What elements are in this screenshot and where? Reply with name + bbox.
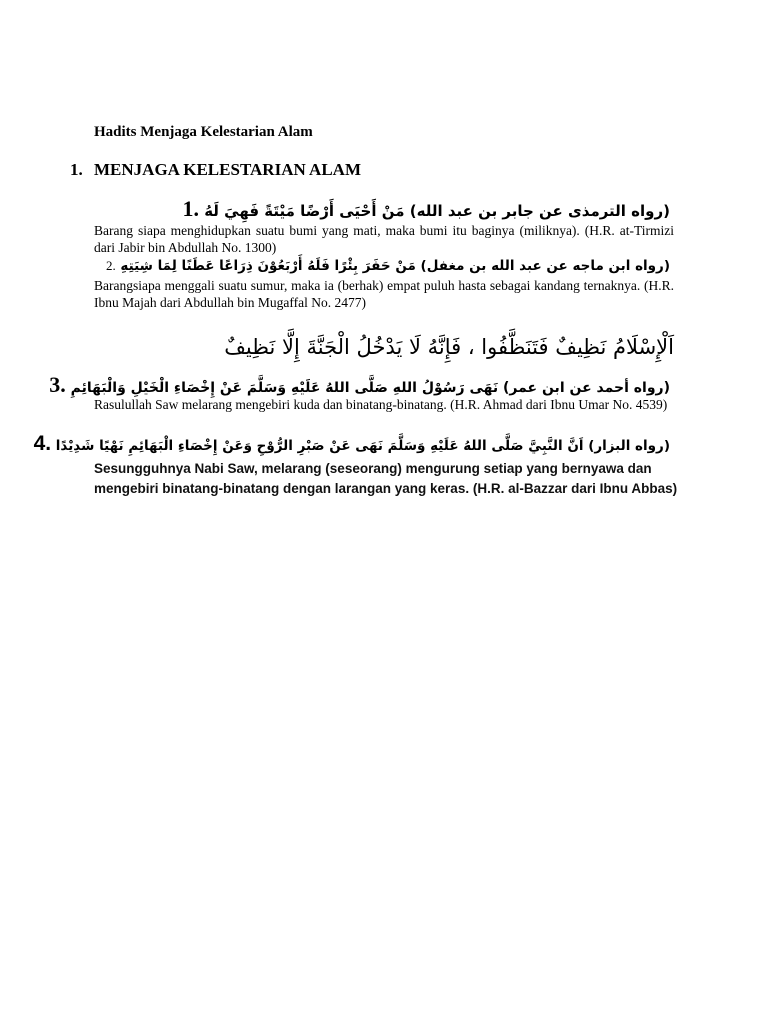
hadith-3-narration: (رواه أحمد عن ابن عمر): [503, 380, 670, 396]
hadith-4-narration: (رواه البزار): [588, 438, 670, 454]
hadith-1-arabic-line: [179, 196, 674, 222]
hadith-2-narration: (رواه ابن ماجه عن عبد الله بن مغفل): [420, 258, 670, 274]
hadith-1-narration: (رواه الترمذى عن جابر بن عبد الله): [409, 202, 670, 220]
hadith-1-arabic: مَنْ أَحْيَى أَرْضًا مَيْتَةً فَهِيَ لَهُ: [204, 202, 405, 220]
hadith-3-arabic-line: [46, 372, 674, 398]
hadith-4-translation: Sesungguhnya Nabi Saw, melarang (seseorang) mengurung setiap yang bernyawa dan mengebiri binatang-binatang dengan larangan yang keras. (H.R. al-Bazzar dari Ibnu Abbas): [94, 461, 678, 496]
hadith-4-number: 4.: [33, 432, 52, 455]
section-heading: [70, 160, 361, 180]
hadith-4-arabic-line: [30, 432, 674, 456]
section-title: MENJAGA KELESTARIAN ALAM: [94, 160, 361, 179]
hadith-2-arabic-line: [103, 258, 674, 274]
hadith-3-translation: Rasulullah Saw melarang mengebiri kuda dan binatang-binatang. (H.R. Ahmad dari Ibnu Umar No. 4539): [94, 397, 668, 412]
hadith-4-arabic: اَنَّ النَّبِيَّ صَلَّى اللهُ عَلَيْهِ وَسَلَّمَ نَهَى عَنْ صَبْرِ الرُّوْحِ وَعَنْ إِخْصَاءِ الْبَهَائِمِ نَهْيًا شَدِيْدًا: [55, 438, 584, 454]
hadith-1-translation: Barang siapa menghidupkan suatu bumi yang mati, maka bumi itu baginya (miliknya). (H.R. at-Tirmizi dari Jabir bin Abdullah No. 1300): [94, 223, 674, 255]
cleanliness-proverb: اَلْإِسْلَامُ نَظِيفٌ فَتَنَظَّفُوا ، فَإِنَّهُ لَا يَدْخُلُ الْجَنَّةَ إِلَّا نَظِيفٌ: [224, 335, 674, 359]
hadith-2-arabic: مَنْ حَفَرَ بِئْرًا فَلَهُ أَرْبَعُوْنَ ذِرَاعًا عَطَنًا لِمَا شِيَتِهِ: [120, 258, 416, 274]
hadith-2-number: 2.: [105, 258, 116, 273]
document-title: Hadits Menjaga Kelestarian Alam: [94, 124, 313, 140]
section-number: 1.: [70, 160, 83, 179]
hadith-1-number: 1.: [182, 196, 199, 221]
hadith-3-arabic: نَهَى رَسُوْلُ اللهِ صَلَّى اللهُ عَلَيْهِ وَسَلَّمَ عَنْ إِخْصَاءِ الْخَيْلِ وَالْبَهَائِمِ: [70, 380, 499, 396]
hadith-3-number: 3.: [49, 372, 66, 397]
hadith-2-translation: Barangsiapa menggali suatu sumur, maka ia (berhak) empat puluh hasta sebagai kandang ternaknya. (H.R. Ibnu Majah dari Abdullah bin Mugaffal No. 2477): [94, 278, 674, 310]
